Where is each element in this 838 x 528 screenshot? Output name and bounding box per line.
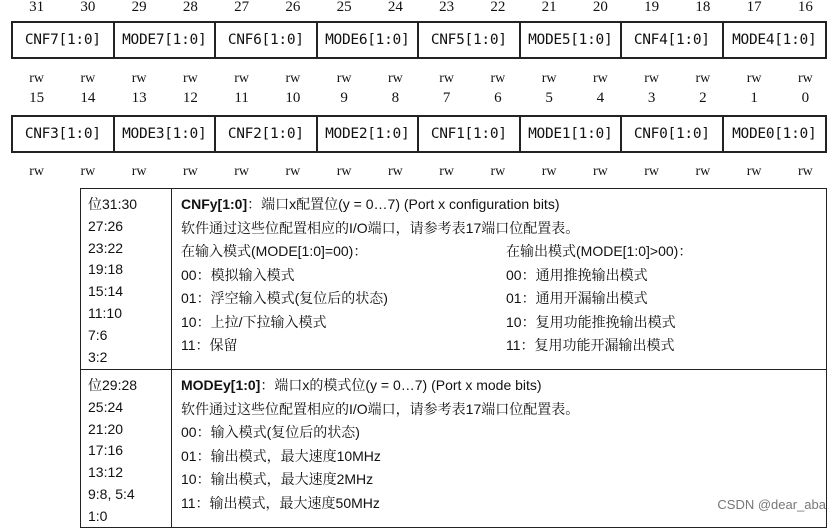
bit-position: 位29:28 [88,377,138,393]
bit-position: 9:8, 5:4 [88,485,135,502]
access-label: rw [80,71,96,86]
cnf-description [172,189,826,369]
bit-number: 2 [699,90,707,106]
register-field-mode0: MODE0[1:0] [732,126,817,142]
cnf-title [181,193,826,217]
bit-number: 13 [131,90,147,106]
access-label: rw [541,164,557,179]
bit-number: 16 [797,0,813,15]
bit-position: 19:18 [88,261,124,278]
cnf-intro: 软件通过这些位配置相应的I/O端口，请参考表17端口位配置表。 [181,219,580,236]
bit-number: 6 [494,90,502,106]
access-label: rw [439,164,455,179]
bit-position: 位31:30 [88,196,138,212]
register-field-cnf1: CNF1[1:0] [419,117,521,151]
access-label: rw [336,71,352,86]
access-label: rw [797,164,813,179]
lower-register-fields [11,115,827,153]
cnf-output-header: 在输出模式(MODE[1:0]>00)： [506,243,693,259]
cnf-title-rest: ：端口x配置位(y = 0…7) (Port x configuration bits) [247,196,560,212]
bit-number: 8 [391,90,400,106]
cnf-output-item: 11：复用功能开漏输出模式 [506,337,675,353]
access-label: rw [695,164,711,179]
access-label: rw [131,71,147,86]
access-label: rw [29,164,45,179]
register-field-mode4: MODE4[1:0] [732,32,817,48]
bit-number: 7 [442,90,451,106]
mode-item: 01：输出模式，最大速度10MHz [181,447,381,464]
cnf-input-header: 在输入模式(MODE[1:0]=00)： [181,243,368,259]
bit-number: 15 [29,90,45,106]
register-field-mode2: MODE2[1:0] [318,117,420,151]
access-label: rw [336,164,352,179]
register-field-cnf2: CNF2[1:0] [216,117,318,151]
access-label: rw [592,71,608,86]
cnf-output-column [506,240,826,358]
cnf-bit-positions [81,189,172,369]
bit-position: 27:26 [88,217,124,234]
bit-position: 15:14 [88,283,124,300]
access-label: rw [387,71,403,86]
bit-number: 31 [29,0,45,15]
access-label: rw [644,164,660,179]
bit-number: 4 [596,90,605,106]
access-label: rw [234,71,250,86]
access-label: rw [746,71,762,86]
access-label: rw [285,164,301,179]
register-field-cnf5: CNF5[1:0] [419,23,521,57]
cnf-output-item: 10：复用功能推挽输出模式 [506,313,676,330]
cnf-mode-columns [181,240,826,358]
cnf-output-item: 01：通用开漏输出模式 [506,290,648,306]
lower-bit-numbers [11,90,831,106]
upper-access-row [11,72,831,86]
bit-number: 21 [541,0,557,15]
cnf-output-item: 00：通用推挽输出模式 [506,266,648,283]
bit-number: 28 [182,0,198,15]
mode-title-rest: ：端口x的模式位(y = 0…7) (Port x mode bits) [260,377,542,393]
access-label: rw [285,71,301,86]
bit-position: 11:10 [88,304,122,321]
cnf-input-item: 01：浮空输入模式(复位后的状态) [181,290,388,306]
access-label: rw [439,71,455,86]
bit-number: 25 [336,0,352,15]
bit-number: 9 [340,90,348,106]
cnf-input-item: 00：模拟输入模式 [181,266,295,283]
cnf-input-column [181,240,506,358]
register-field-mode1: MODE1[1:0] [521,117,623,151]
bit-position: 1:0 [88,507,108,524]
bit-number: 11 [234,90,249,106]
upper-bit-numbers [11,0,831,15]
bit-number: 29 [131,0,147,15]
register-field-mode5: MODE5[1:0] [521,23,623,57]
access-label: rw [490,71,506,86]
mode-item: 10：输出模式，最大速度2MHz [181,471,374,487]
access-label: rw [182,71,198,86]
mode-item: 11：输出模式，最大速度50MHz [181,494,380,511]
bit-number: 12 [182,90,198,106]
upper-register-fields [11,21,827,59]
access-label: rw [80,164,96,179]
access-label: rw [490,164,506,179]
register-field-cnf7: CNF7[1:0] [13,23,115,57]
bit-number: 27 [234,0,250,15]
bit-number: 14 [80,90,96,106]
bit-position: 7:6 [88,326,108,343]
lower-access-row [11,165,831,179]
bit-number: 3 [647,90,656,106]
register-field-cnf3: CNF3[1:0] [13,117,115,151]
cnf-input-item: 11：保留 [181,337,238,353]
bit-number: 26 [285,0,301,15]
bit-number: 22 [490,0,506,15]
access-label: rw [182,164,198,179]
bit-number: 5 [545,90,553,106]
bit-number: 17 [746,0,762,15]
register-field-mode6: MODE6[1:0] [318,23,420,57]
access-label: rw [234,164,250,179]
bit-number: 10 [285,90,301,106]
mode-bit-positions [81,370,172,527]
access-label: rw [387,164,403,179]
bit-position: 25:24 [88,398,124,415]
bit-position: 21:20 [88,420,124,437]
register-field-cnf4: CNF4[1:0] [622,23,724,57]
mode-title-name: MODEy[1:0] [181,377,261,393]
bit-number: 19 [644,0,660,15]
access-label: rw [131,164,147,179]
register-field-mode7: MODE7[1:0] [115,23,217,57]
access-label: rw [644,71,660,86]
watermark: CSDN @dear_aba [717,497,826,512]
bit-number: 23 [439,0,455,15]
access-label: rw [29,71,45,86]
mode-description-row [81,370,826,527]
mode-item: 00：输入模式(复位后的状态) [181,424,360,440]
bit-position: 13:12 [88,464,124,481]
bit-number: 24 [387,0,403,15]
access-label: rw [695,71,711,86]
access-label: rw [592,164,608,179]
bit-number: 18 [695,0,711,15]
access-label: rw [746,164,762,179]
mode-title [181,374,826,398]
bit-description-table [80,188,827,528]
register-field-cnf0: CNF0[1:0] [622,117,724,151]
bit-position: 23:22 [88,239,124,256]
bit-number: 0 [801,90,810,106]
register-field-mode3: MODE3[1:0] [115,117,217,151]
bit-position: 3:2 [88,348,108,365]
register-field-cnf6: CNF6[1:0] [216,23,318,57]
access-label: rw [541,71,557,86]
cnf-description-row [81,189,826,370]
bit-number: 1 [750,90,758,106]
mode-intro: 软件通过这些位配置相应的I/O端口，请参考表17端口位配置表。 [181,400,580,417]
cnf-input-item: 10：上拉/下拉输入模式 [181,313,327,330]
bit-number: 20 [592,0,608,15]
access-label: rw [797,71,813,86]
bit-position: 17:16 [88,442,124,459]
cnf-title-name: CNFy[1:0] [181,196,248,212]
bit-number: 30 [80,0,96,15]
